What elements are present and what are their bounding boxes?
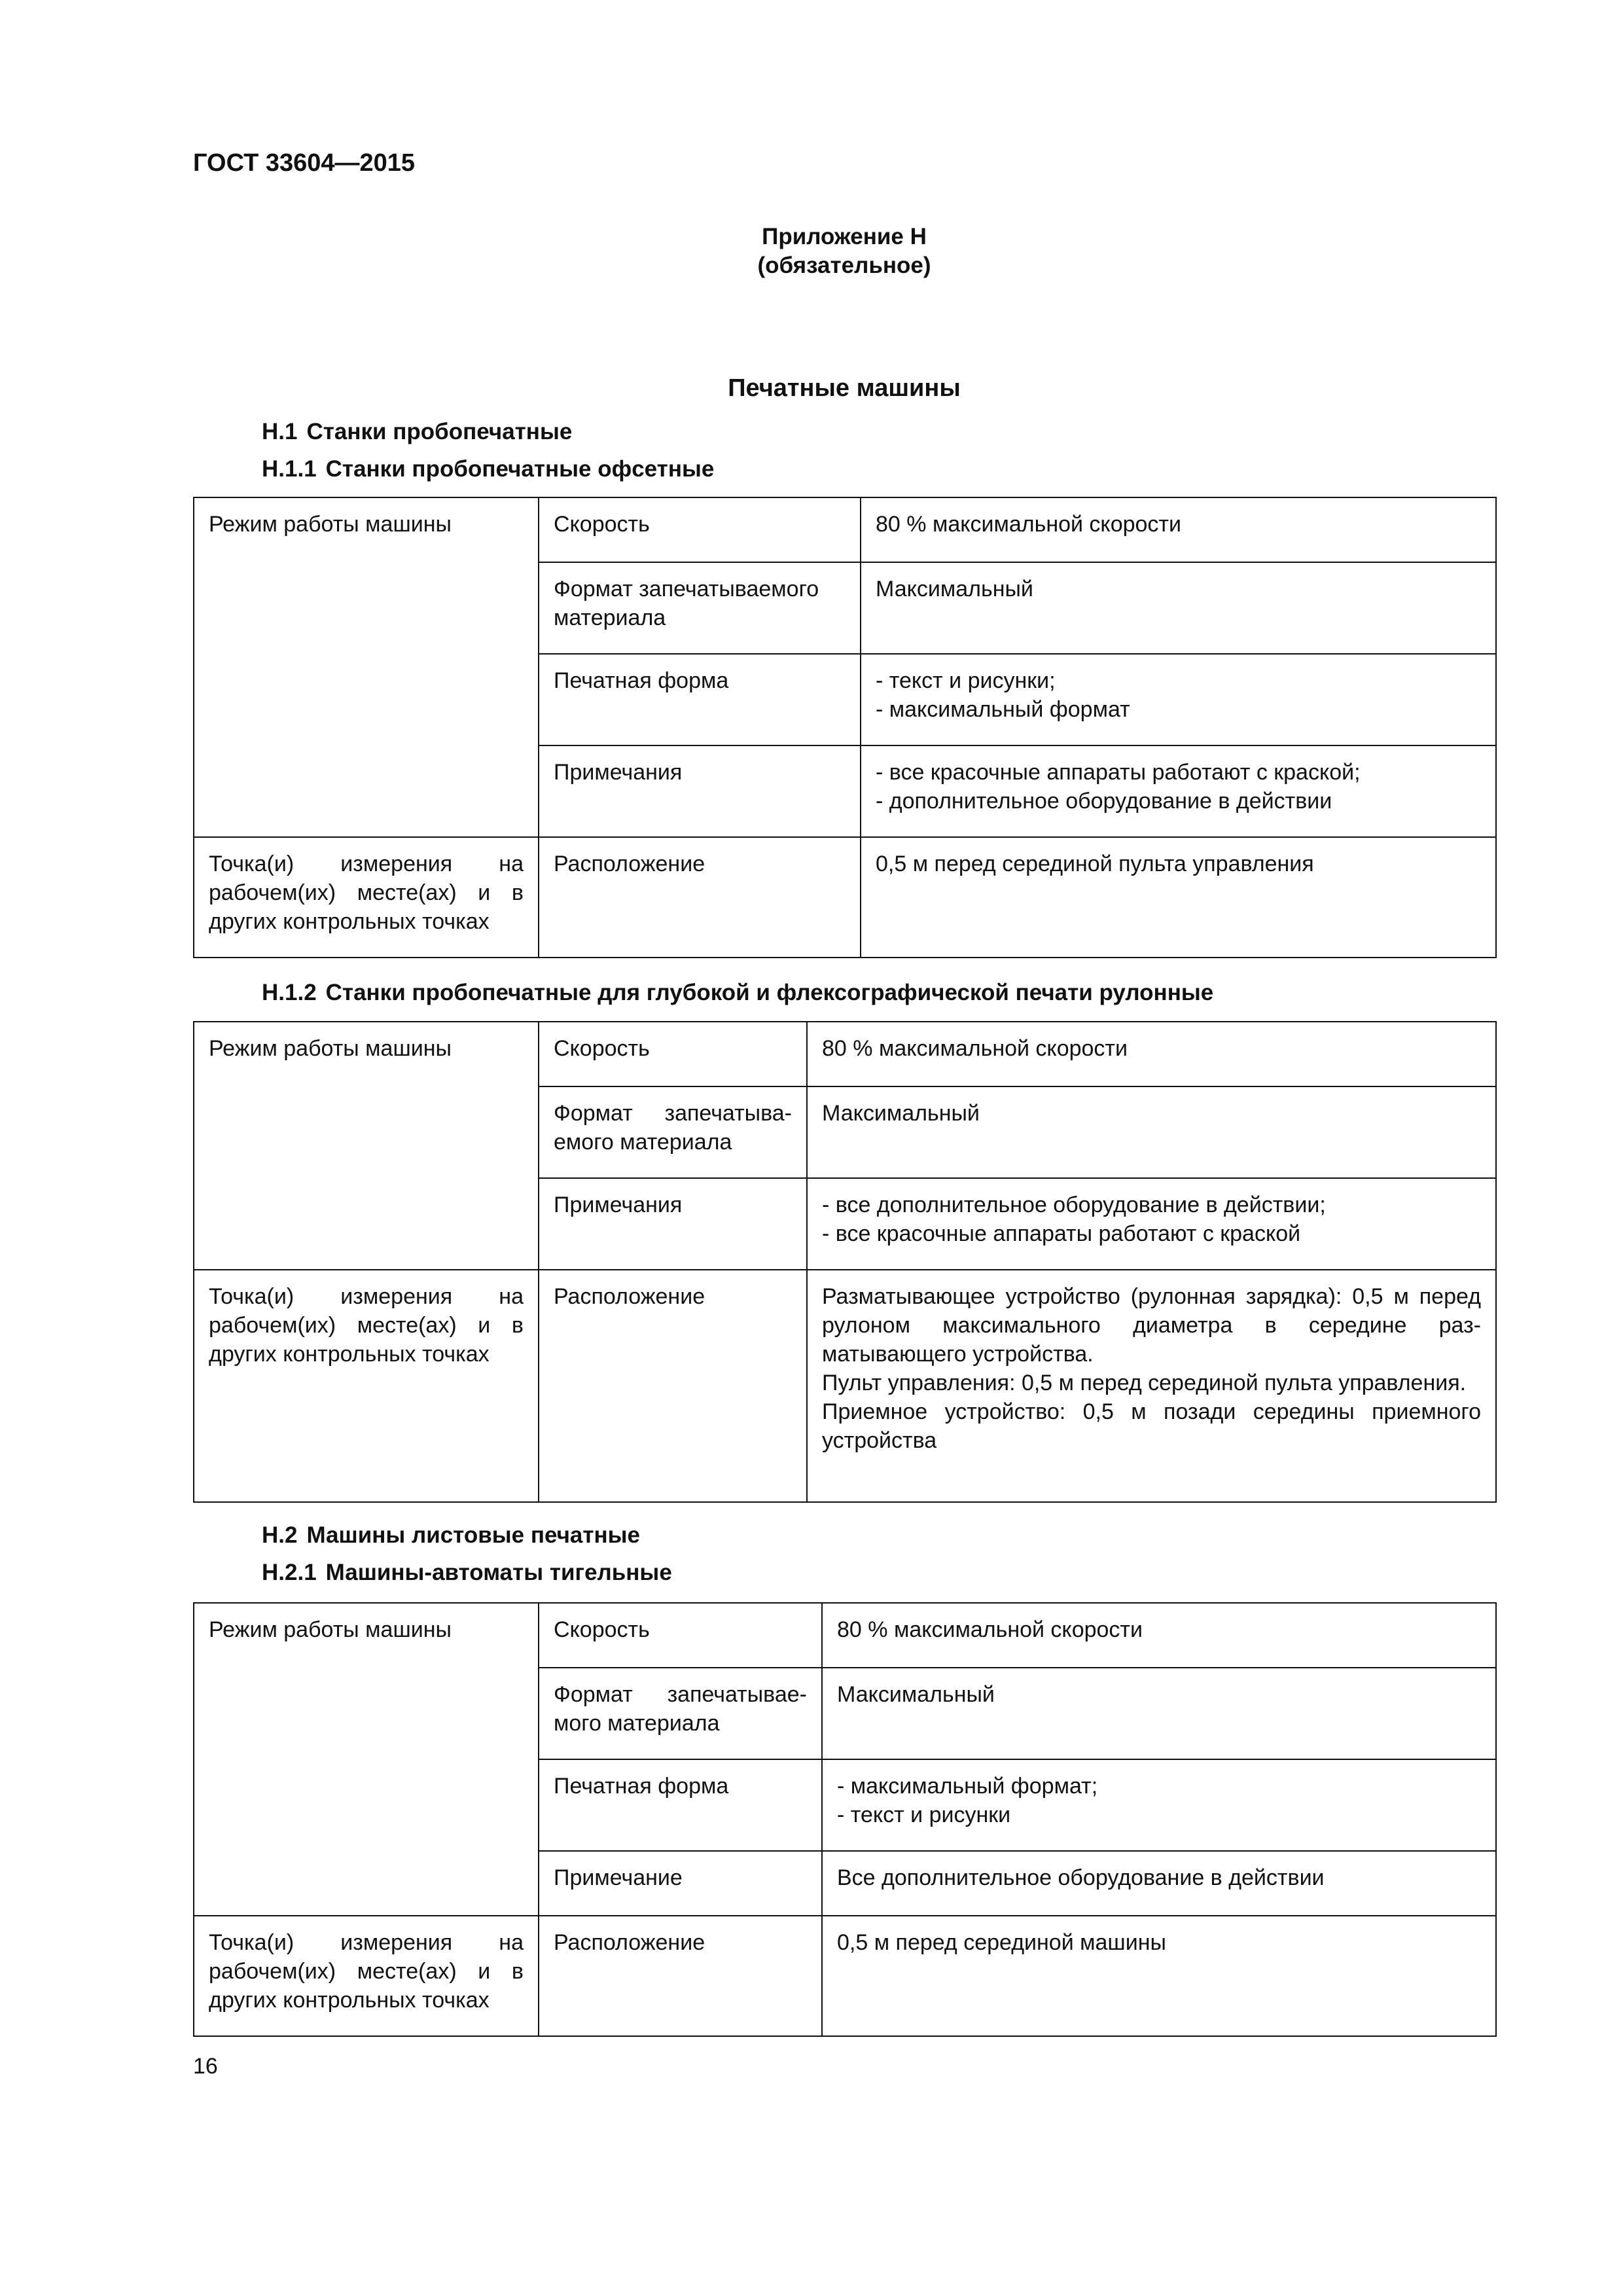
table-gravure-flexo-proof-press	[193, 1021, 1497, 1503]
location-value: 0,5 м перед серединой пульта управления	[861, 837, 1496, 958]
location-receiver: Приемное устройство: 0,5 м позади середины приемного устройства	[822, 1399, 1481, 1453]
speed-label: Скорость	[539, 1022, 807, 1086]
format-label: Формат запечатываемого материала	[539, 1668, 822, 1759]
table-platen-press	[193, 1602, 1497, 2037]
location-unwind: Разматывающее устройство (рулонная зарядка): 0,5 м перед рулоном максимального диаметра в середине разматывающего устройства.	[822, 1284, 1481, 1367]
heading-number: Н.2.1	[262, 1560, 317, 1585]
mode-label-cell: Режим работы машины	[194, 497, 539, 837]
notes-value: - все красочные аппараты работают с краской; - дополнительное оборудование в действии	[861, 745, 1496, 837]
heading-number: Н.1.2	[262, 980, 317, 1005]
heading-h2-1	[262, 1560, 672, 1586]
notes-label: Примечания	[539, 745, 861, 837]
speed-value: 80 % максимальной скорости	[807, 1022, 1496, 1086]
heading-h1-2	[262, 980, 1213, 1006]
document-code: ГОСТ 33604—2015	[193, 149, 416, 177]
measurement-points-label: Точка(и) измерения на рабочем(их) месте(ах) и в других контрольных точках	[194, 837, 539, 958]
format-label: Формат запечатываемого материала	[539, 1086, 807, 1178]
appendix-title: Приложение Н	[762, 224, 927, 249]
speed-label: Скорость	[539, 497, 861, 562]
speed-label: Скорость	[539, 1603, 822, 1668]
print-form-value: - текст и рисунки; - максимальный формат	[861, 654, 1496, 745]
heading-text: Станки пробопечатные	[306, 419, 573, 444]
heading-h1-1	[262, 456, 714, 482]
print-form-label: Печатная форма	[539, 654, 861, 745]
mode-label-cell: Режим работы машины	[194, 1603, 539, 1916]
speed-value: 80 % максимальной скорости	[822, 1603, 1496, 1668]
heading-text: Машины листовые печатные	[306, 1522, 640, 1548]
heading-number: Н.1	[262, 419, 298, 444]
appendix-status: (обязательное)	[757, 253, 931, 278]
table-offset-proof-press	[193, 497, 1497, 958]
heading-number: Н.2	[262, 1522, 298, 1548]
location-value: 0,5 м перед серединой машины	[822, 1916, 1496, 2036]
page-number: 16	[193, 2054, 218, 2079]
note-label: Примечание	[539, 1851, 822, 1916]
measurement-points-label: Точка(и) измерения на рабочем(их) месте(ах) и в других контрольных точках	[194, 1916, 539, 2036]
location-console: Пульт управления: 0,5 м перед серединой пульта управления.	[822, 1371, 1467, 1395]
note-value: Все дополнительное оборудование в действии	[822, 1851, 1496, 1916]
print-form-label: Печатная форма	[539, 1759, 822, 1851]
location-label: Расположение	[539, 837, 861, 958]
location-label: Расположение	[539, 1916, 822, 2036]
location-value	[807, 1270, 1496, 1502]
notes-label: Примечания	[539, 1178, 807, 1270]
heading-h2	[262, 1522, 640, 1549]
heading-text: Станки пробопечатные офсетные	[325, 456, 715, 482]
measurement-points-label: Точка(и) измерения на рабочем(их) месте(ах) и в других контрольных точках	[194, 1270, 539, 1502]
section-title: Печатные машины	[728, 374, 961, 402]
format-label: Формат запечатываемого материала	[539, 562, 861, 654]
format-value: Максимальный	[807, 1086, 1496, 1178]
heading-h1	[262, 419, 572, 445]
print-form-value: - максимальный формат; - текст и рисунки	[822, 1759, 1496, 1851]
heading-number: Н.1.1	[262, 456, 317, 482]
mode-label-cell: Режим работы машины	[194, 1022, 539, 1270]
heading-text: Машины-автоматы тигельные	[325, 1560, 672, 1585]
format-value: Максимальный	[861, 562, 1496, 654]
notes-value: - все дополнительное оборудование в действии; - все красочные аппараты работают с краской	[807, 1178, 1496, 1270]
format-value: Максимальный	[822, 1668, 1496, 1759]
location-label: Расположение	[539, 1270, 807, 1502]
speed-value: 80 % максимальной скорости	[861, 497, 1496, 562]
heading-text: Станки пробопечатные для глубокой и флексографической печати рулонные	[325, 980, 1214, 1005]
